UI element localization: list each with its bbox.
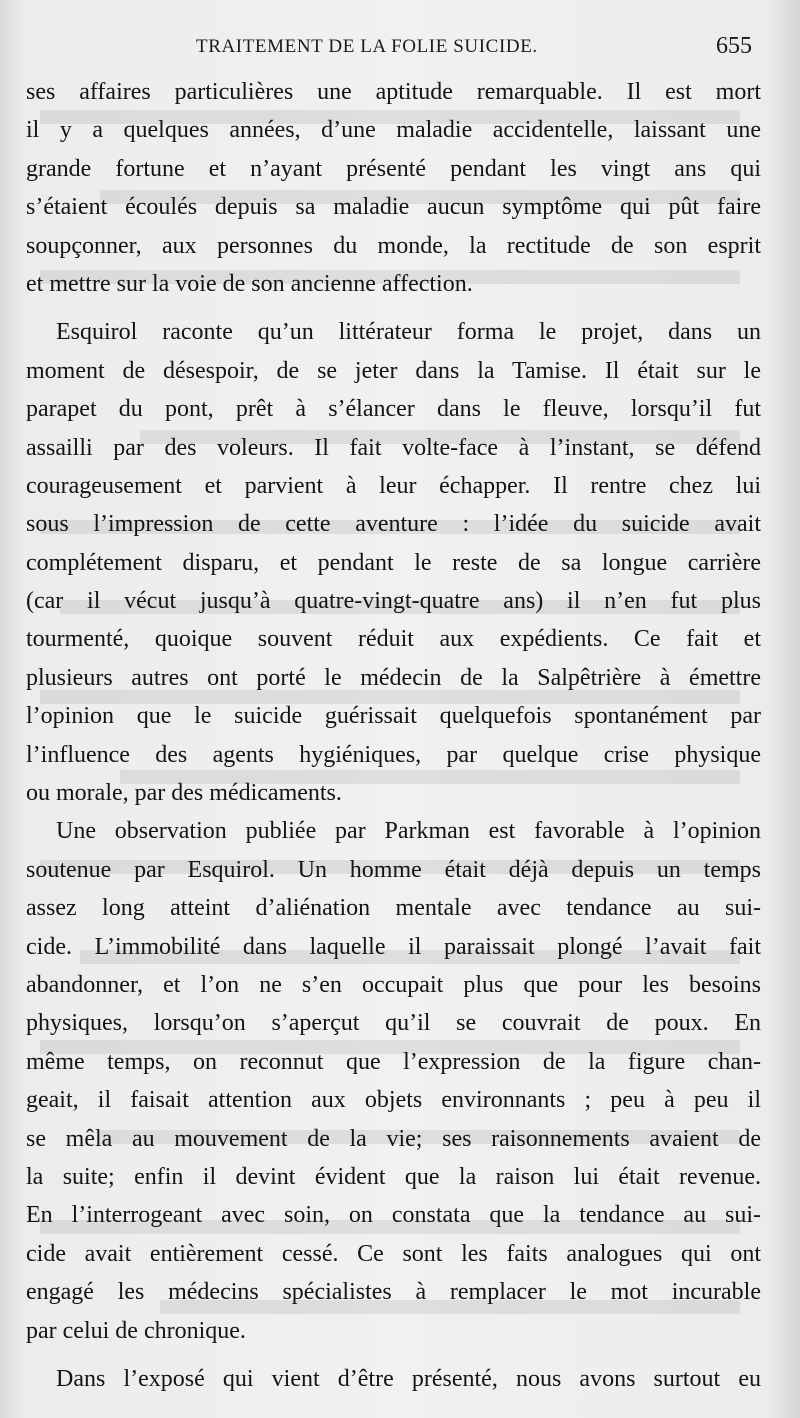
text-line: engagé les médecins spécialistes à remplacer le mot incurable <box>26 1279 761 1306</box>
text-line: l’opinion que le suicide guérissait quelquefois spontanément par <box>26 703 761 730</box>
text-line: soupçonner, aux personnes du monde, la rectitude de son esprit <box>26 232 761 259</box>
body-text <box>26 73 761 1398</box>
text-line: se mêla au mouvement de la vie; ses raisonnements avaient de <box>26 1125 761 1152</box>
text-line: assez long atteint d’aliénation mentale avec tendance au sui- <box>26 895 761 922</box>
text-line: complétement disparu, et pendant le reste de sa longue carrière <box>26 549 761 576</box>
text-line: il y a quelques années, d’une maladie accidentelle, laissant une <box>26 117 761 144</box>
text-line: plusieurs autres ont porté le médecin de la Salpêtrière à émettre <box>26 664 761 691</box>
text-line: soutenue par Esquirol. Un homme était déjà depuis un temps <box>26 856 761 883</box>
paragraph <box>26 313 761 812</box>
text-line: grande fortune et n’ayant présenté pendant les vingt ans qui <box>26 155 761 182</box>
text-line: la suite; enfin il devint évident que la raison lui était revenue. <box>26 1163 761 1190</box>
text-line: parapet du pont, prêt à s’élancer dans le fleuve, lorsqu’il fut <box>26 396 761 423</box>
text-line: par celui de chronique. <box>26 1317 246 1344</box>
text-line: assailli par des voleurs. Il fait volte-face à l’instant, se défend <box>26 434 761 461</box>
running-title: TRAITEMENT DE LA FOLIE SUICIDE. <box>196 36 538 57</box>
paragraph <box>26 1360 761 1398</box>
text-line: Une observation publiée par Parkman est favorable à l’opinion <box>56 818 761 845</box>
text-line: tourmenté, quoique souvent réduit aux expédients. Ce fait et <box>26 626 761 653</box>
text-line: l’influence des agents hygiéniques, par quelque crise physique <box>26 741 761 768</box>
text-line: physiques, lorsqu’on s’aperçut qu’il se couvrait de poux. En <box>26 1010 761 1037</box>
text-line: cide avait entièrement cessé. Ce sont les faits analogues qui ont <box>26 1240 761 1267</box>
text-line: geait, il faisait attention aux objets environnants ; peu à peu il <box>26 1087 761 1114</box>
text-line: ses affaires particulières une aptitude remarquable. Il est mort <box>26 79 761 105</box>
page-header <box>0 33 800 66</box>
text-line: moment de désespoir, de se jeter dans la Tamise. Il était sur le <box>26 357 761 384</box>
text-line: même temps, on reconnut que l’expression de la figure chan- <box>26 1048 761 1075</box>
paragraph <box>26 812 761 1349</box>
page-number: 655 <box>716 33 752 59</box>
text-line: Dans l’exposé qui vient d’être présenté, nous avons surtout eu <box>56 1365 761 1392</box>
text-line: Esquirol raconte qu’un littérateur forma le projet, dans un <box>56 319 761 346</box>
text-line: cide. L’immobilité dans laquelle il paraissait plongé l’avait fait <box>26 933 761 960</box>
text-line: s’étaient écoulés depuis sa maladie aucun symptôme qui pût faire <box>26 194 761 221</box>
text-line: En l’interrogeant avec soin, on constata que la tendance au sui- <box>26 1202 761 1229</box>
text-line: (car il vécut jusqu’à quatre-vingt-quatre ans) il n’en fut plus <box>26 588 761 615</box>
paragraph <box>26 73 761 303</box>
text-line: ou morale, par des médicaments. <box>26 780 342 807</box>
text-line: sous l’impression de cette aventure : l’idée du suicide avait <box>26 511 761 538</box>
text-line: courageusement et parvient à leur échapper. Il rentre chez lui <box>26 472 761 499</box>
text-line: abandonner, et l’on ne s’en occupait plus que pour les besoins <box>26 971 761 998</box>
text-line: et mettre sur la voie de son ancienne affection. <box>26 270 473 297</box>
